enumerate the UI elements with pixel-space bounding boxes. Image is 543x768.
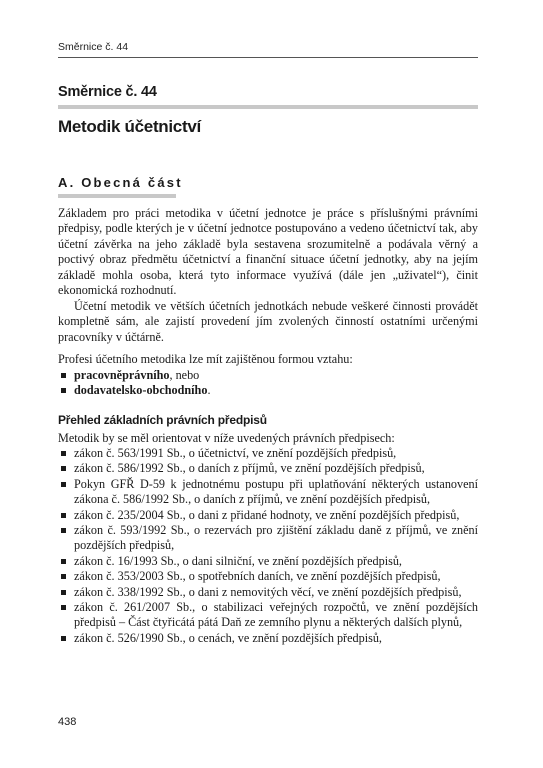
paragraph-metodik: Účetní metodik ve větších účetních jednotkách nebude veškeré činnosti provádět kompletně sám, ale zajistí provedení jím zvolených činností ostatními určenými pracovníky v účtárně.: [58, 299, 478, 344]
section-underline: [58, 194, 176, 198]
paragraph-intro: Základem pro práci metodika v účetní jednotce je práce s příslušnými právními předpisy, podle kterých je v účetní jednotce postupováno a vedeno účetnictví tak, aby účetní závěrka na jeho základě byla sestavena srozumitelně a podávala věrný a poctivý obraz předmětu účetnictví a finanční situace účetní jednotky, aby na jejím základě mohla osoba, která tyto informace využívá (dále jen „uživatel“), činit ekonomická rozhodnutí.: [58, 206, 478, 298]
subheading: Přehled základních právních předpisů: [58, 413, 267, 427]
list-item: zákon č. 235/2004 Sb., o dani z přidané hodnoty, ve znění pozdějších předpisů,: [58, 508, 478, 523]
list-item: zákon č. 526/1990 Sb., o cenách, ve znění pozdějších předpisů,: [58, 631, 478, 646]
list-item: [58, 368, 478, 383]
directive-title: Metodik účetnictví: [58, 117, 201, 136]
page-number: 438: [58, 716, 77, 728]
paragraph-profese: Profesi účetního metodika lze mít zajištěnou formou vztahu:: [58, 352, 353, 366]
list-intro: Metodik by se měl orientovat v níže uvedených právních předpisech:: [58, 431, 395, 445]
list-item: zákon č. 593/1992 Sb., o rezervách pro zjištění základu daně z příjmů, ve znění pozdějších předpisů,: [58, 523, 478, 554]
relationship-list: [58, 368, 478, 399]
list-item: Pokyn GFŘ D-59 k jednotnému postupu při uplatňování některých ustanovení zákona č. 586/1992 Sb., o daních z příjmů, ve znění pozdějších předpisů,: [58, 477, 478, 508]
list-item: zákon č. 261/2007 Sb., o stabilizaci veřejných rozpočtů, ve znění pozdějších předpisů – Část čtyřicátá pátá Daň ze zemního plynu a některých dalších plynů,: [58, 600, 478, 631]
list-item: zákon č. 16/1993 Sb., o dani silniční, ve znění pozdějších předpisů,: [58, 554, 478, 569]
directive-rule: [58, 105, 478, 109]
list-item: zákon č. 353/2003 Sb., o spotřebních daních, ve znění pozdějších předpisů,: [58, 569, 478, 584]
regulations-list: [58, 446, 478, 646]
list-item-bold: pracovněprávního: [74, 368, 170, 382]
list-item-tail: , nebo: [169, 368, 200, 382]
list-item: [58, 383, 478, 398]
section-heading: A. Obecná část: [58, 175, 183, 190]
list-item: zákon č. 563/1991 Sb., o účetnictví, ve znění pozdějších předpisů,: [58, 446, 478, 461]
list-item-tail: .: [207, 383, 211, 398]
header-rule: [58, 57, 478, 58]
list-item: zákon č. 338/1992 Sb., o dani z nemovitých věcí, ve znění pozdějších předpisů,: [58, 585, 478, 600]
list-item: zákon č. 586/1992 Sb., o daních z příjmů, ve znění pozdějších předpisů,: [58, 461, 478, 476]
list-item-bold: dodavatelsko-obchodního: [74, 383, 208, 398]
running-head: Směrnice č. 44: [58, 41, 129, 53]
directive-number: Směrnice č. 44: [58, 84, 157, 100]
